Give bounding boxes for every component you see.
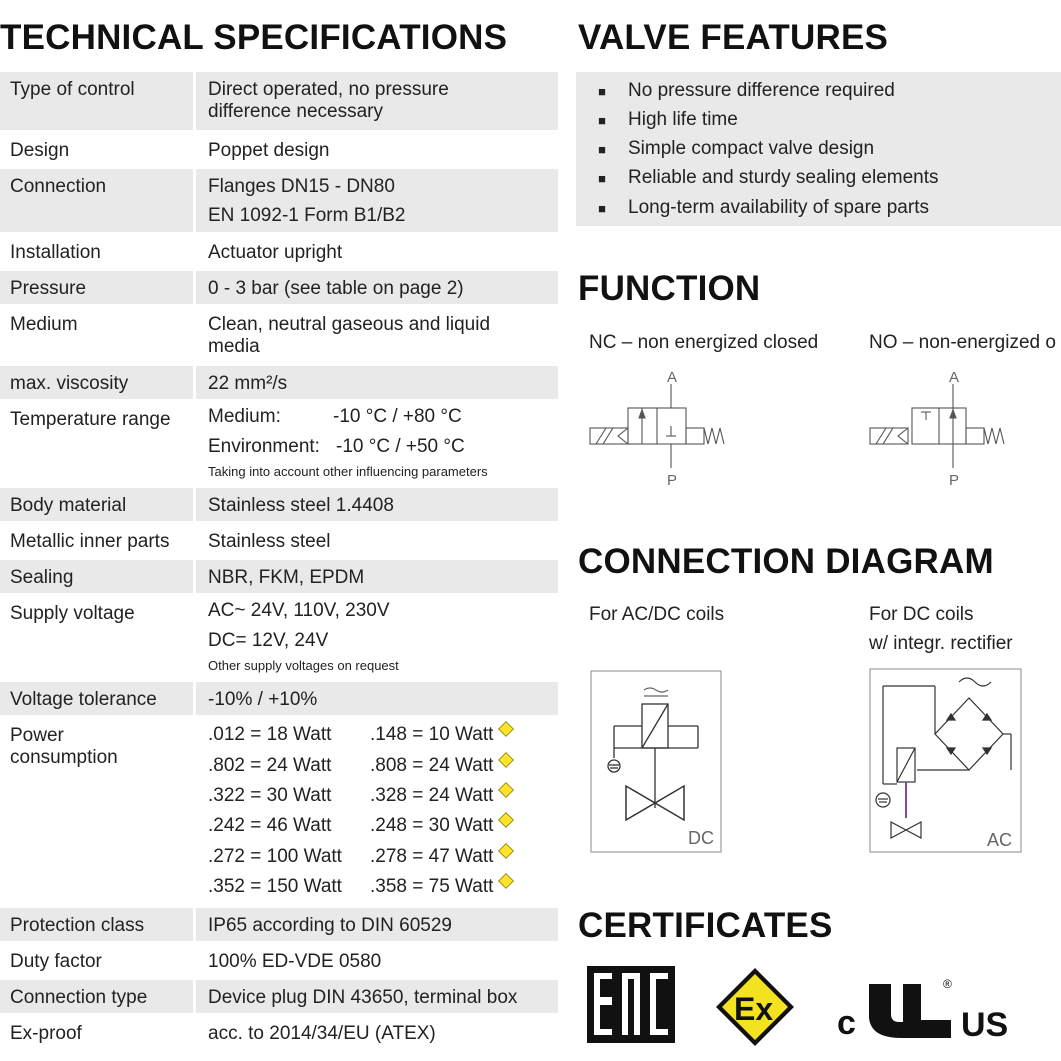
spec-label xyxy=(0,718,193,905)
spec-label: Connection xyxy=(0,169,193,232)
feature-item xyxy=(576,80,895,102)
dc-rectifier-connection-diagram xyxy=(869,668,1023,854)
power-row xyxy=(208,720,558,750)
spec-label: Metallic inner parts xyxy=(10,531,170,552)
ex-proof-icon xyxy=(498,812,514,828)
power-value-b-text: .328 = 24 Watt xyxy=(370,784,494,806)
temp-key: Environment: xyxy=(208,436,320,457)
atex-ex-logo xyxy=(714,966,796,1048)
spec-value: Device plug DIN 43650, terminal box xyxy=(196,980,558,1013)
spec-label: Voltage tolerance xyxy=(0,682,193,715)
power-row xyxy=(208,750,558,780)
nc-valve-symbol xyxy=(588,368,728,493)
spec-value-line: media xyxy=(208,336,260,357)
temp-value: -10 °C / +80 °C xyxy=(333,406,462,427)
eac-logo xyxy=(586,965,676,1045)
spec-value: 0 - 3 bar (see table on page 2) xyxy=(196,271,558,304)
spec-value-line: difference necessary xyxy=(208,101,383,122)
power-value-a: .352 = 150 Watt xyxy=(208,876,342,898)
port-a-label: A xyxy=(949,369,960,386)
spec-value: 100% ED-VDE 0580 xyxy=(208,951,382,972)
ex-proof-icon xyxy=(498,721,514,737)
bullet-square-icon: ■ xyxy=(598,83,606,99)
spec-value: Stainless steel xyxy=(208,531,331,552)
connection-diagram-heading: CONNECTION DIAGRAM xyxy=(578,542,994,581)
spec-row-type-of-control xyxy=(0,72,558,130)
spec-row-body-material xyxy=(0,485,558,521)
valve-features-heading: VALVE FEATURES xyxy=(578,18,889,57)
ac-tag: AC xyxy=(987,830,1013,850)
power-value-b-text: .278 = 47 Watt xyxy=(370,845,494,867)
ul-registered-mark: ® xyxy=(943,977,952,991)
temp-environment-line xyxy=(208,432,558,462)
feature-text: High life time xyxy=(628,109,738,130)
ul-us-mark: US xyxy=(961,1006,1009,1044)
temp-key: Medium: xyxy=(208,406,281,427)
nc-label: NC – non energized closed xyxy=(589,332,819,353)
spec-value xyxy=(196,402,558,485)
power-value-b xyxy=(370,724,513,746)
spec-row-voltage-tolerance xyxy=(0,679,558,715)
power-value-b xyxy=(370,815,513,837)
spec-value xyxy=(196,596,558,679)
spec-row-supply-voltage xyxy=(0,593,558,679)
spec-label: max. viscosity xyxy=(0,366,193,399)
ex-proof-icon xyxy=(498,752,514,768)
spec-value xyxy=(196,307,558,363)
power-value-b-text: .808 = 24 Watt xyxy=(370,754,494,776)
feature-text: Reliable and sturdy sealing elements xyxy=(628,167,939,188)
power-value-b-text: .148 = 10 Watt xyxy=(370,724,494,746)
spec-value-line: EN 1092-1 Form B1/B2 xyxy=(208,205,406,226)
spec-label: Protection class xyxy=(0,908,193,941)
spec-row-medium xyxy=(0,304,558,363)
bullet-square-icon: ■ xyxy=(598,141,606,157)
spec-value-line: Clean, neutral gaseous and liquid xyxy=(208,314,491,335)
feature-item xyxy=(576,138,874,160)
spec-value: IP65 according to DIN 60529 xyxy=(196,908,558,941)
temp-value: -10 °C / +50 °C xyxy=(336,436,465,457)
spec-value: acc. to 2014/34/EU (ATEX) xyxy=(208,1023,436,1044)
spec-label: Medium xyxy=(10,314,78,335)
spec-label: Body material xyxy=(0,488,193,521)
spec-row-ex-proof xyxy=(0,1013,558,1049)
power-value-b xyxy=(370,785,513,807)
power-value-a: .272 = 100 Watt xyxy=(208,845,342,867)
spec-label-line: Power xyxy=(10,725,64,746)
spec-row-installation xyxy=(0,232,558,268)
spec-row-design xyxy=(0,130,558,166)
spec-table xyxy=(0,72,558,1049)
port-a-label: A xyxy=(667,369,678,386)
temp-medium-line xyxy=(208,402,558,432)
ul-certification-logo xyxy=(835,970,1009,1044)
bullet-square-icon: ■ xyxy=(598,170,606,186)
power-row xyxy=(208,811,558,841)
spec-row-power-consumption xyxy=(0,715,558,905)
power-row xyxy=(208,842,558,872)
spec-row-inner-parts xyxy=(0,521,558,557)
power-value-a: .802 = 24 Watt xyxy=(208,754,332,776)
features-list xyxy=(576,72,1061,226)
spec-value: Poppet design xyxy=(208,140,330,161)
spec-label: Type of control xyxy=(0,72,193,130)
port-p-label: P xyxy=(949,472,960,489)
spec-row-viscosity xyxy=(0,363,558,399)
supply-ac-line: AC~ 24V, 110V, 230V xyxy=(208,600,390,621)
power-value-b xyxy=(370,846,513,868)
feature-text: No pressure difference required xyxy=(628,80,895,101)
no-valve-symbol xyxy=(868,368,1008,493)
ul-c-mark: c xyxy=(837,1004,856,1042)
spec-label-line: consumption xyxy=(10,747,118,768)
spec-value xyxy=(196,718,558,905)
spec-row-connection xyxy=(0,166,558,232)
feature-text: Simple compact valve design xyxy=(628,138,875,159)
function-heading: FUNCTION xyxy=(578,269,761,308)
bullet-square-icon: ■ xyxy=(598,200,606,216)
temp-note: Taking into account other influencing parameters xyxy=(208,464,488,479)
feature-item xyxy=(576,197,929,219)
power-value-b-text: .358 = 75 Watt xyxy=(370,876,494,898)
power-row xyxy=(208,872,558,902)
power-value-a: .242 = 46 Watt xyxy=(208,815,332,837)
dc-rectifier-label: w/ integr. rectifier xyxy=(869,633,1013,654)
spec-value: Actuator upright xyxy=(208,242,343,263)
ex-proof-icon xyxy=(498,873,514,889)
spec-row-pressure xyxy=(0,268,558,304)
bullet-square-icon: ■ xyxy=(598,112,606,128)
acdc-connection-diagram xyxy=(590,670,723,854)
spec-row-temperature xyxy=(0,399,558,485)
certificates-heading: CERTIFICATES xyxy=(578,906,833,945)
spec-value: Stainless steel 1.4408 xyxy=(196,488,558,521)
acdc-coils-label: For AC/DC coils xyxy=(589,604,725,625)
tech-specs-heading: TECHNICAL SPECIFICATIONS xyxy=(0,18,508,57)
spec-label: Sealing xyxy=(0,560,193,593)
spec-value-line: Flanges DN15 - DN80 xyxy=(208,176,395,197)
supply-dc-line: DC= 12V, 24V xyxy=(208,630,329,651)
power-value-b xyxy=(370,876,513,898)
ex-logo-text: Ex xyxy=(734,991,774,1027)
power-value-b xyxy=(370,755,513,777)
supply-note: Other supply voltages on request xyxy=(208,658,399,673)
spec-value xyxy=(196,169,558,232)
spec-label: Installation xyxy=(10,242,101,263)
spec-row-connection-type xyxy=(0,977,558,1013)
power-value-a: .012 = 18 Watt xyxy=(208,724,332,746)
dc-coils-label: For DC coils xyxy=(869,604,974,625)
spec-label: Design xyxy=(10,140,70,161)
spec-value-line: Direct operated, no pressure xyxy=(208,79,449,100)
ex-proof-icon xyxy=(498,843,514,859)
feature-text: Long-term availability of spare parts xyxy=(628,197,929,218)
dc-tag: DC xyxy=(688,828,714,848)
power-value-b-text: .248 = 30 Watt xyxy=(370,815,494,837)
spec-row-sealing xyxy=(0,557,558,593)
power-row xyxy=(208,781,558,811)
spec-value: NBR, FKM, EPDM xyxy=(196,560,558,593)
spec-label: Duty factor xyxy=(10,951,102,972)
spec-value: 22 mm²/s xyxy=(196,366,558,399)
spec-value xyxy=(196,72,558,130)
spec-row-duty-factor xyxy=(0,941,558,977)
power-value-a: .322 = 30 Watt xyxy=(208,784,332,806)
spec-label: Supply voltage xyxy=(10,603,135,624)
spec-label: Pressure xyxy=(0,271,193,304)
no-label: NO – non-energized o xyxy=(869,332,1056,353)
ex-proof-icon xyxy=(498,782,514,798)
feature-item xyxy=(576,167,939,189)
spec-label: Ex-proof xyxy=(10,1023,82,1044)
port-p-label: P xyxy=(667,472,678,489)
spec-label: Temperature range xyxy=(10,409,171,430)
spec-row-protection-class xyxy=(0,905,558,941)
feature-item xyxy=(576,109,738,131)
spec-value: -10% / +10% xyxy=(196,682,558,715)
spec-label: Connection type xyxy=(0,980,193,1013)
